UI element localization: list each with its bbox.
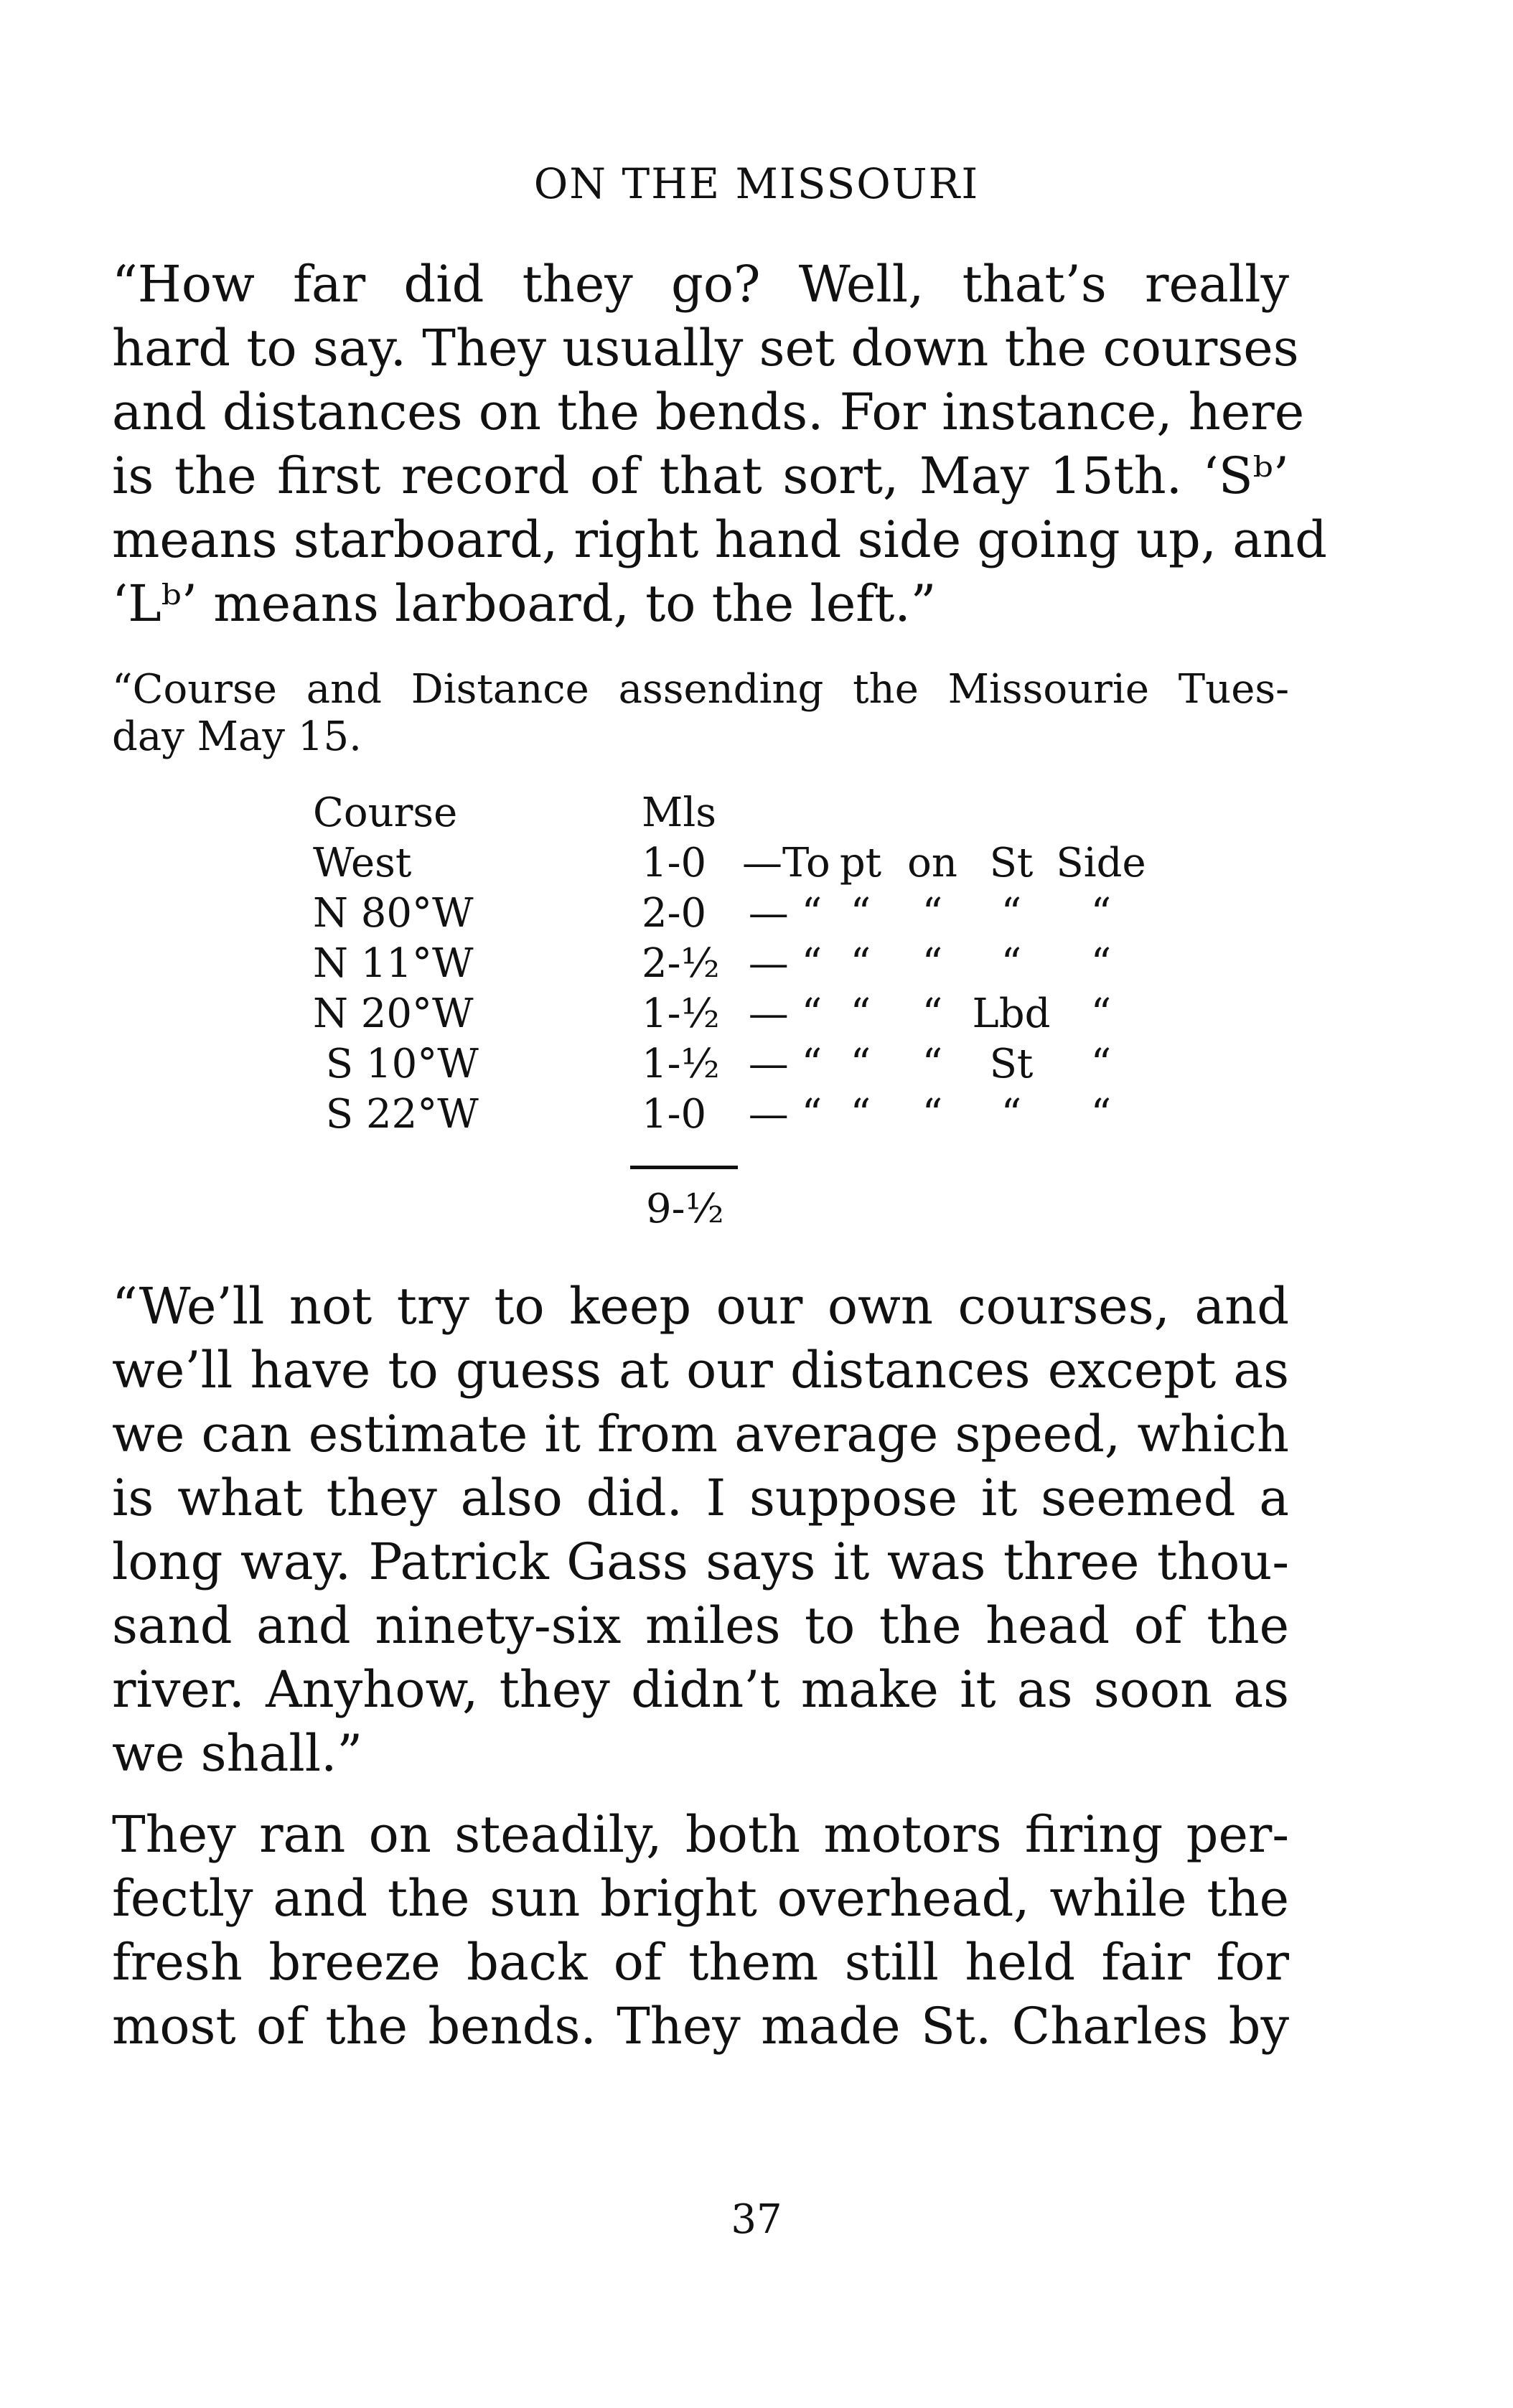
description-part: St — [989, 1041, 1034, 1087]
description-part: — “ — [748, 1091, 823, 1138]
table-header-row — [313, 788, 1151, 838]
text-line: They ran on steadily, both motors firing per- — [112, 1805, 1289, 1864]
table-row — [313, 889, 1151, 939]
description-part: “ — [850, 940, 871, 987]
text-line: sand and ninety-six miles to the head of the — [112, 1596, 1289, 1655]
description-part: St — [989, 840, 1034, 886]
miles-cell: 2-0 — [642, 890, 707, 937]
course-distance-table — [313, 788, 1151, 1140]
paragraph-2 — [112, 1275, 1289, 1786]
table-body — [313, 838, 1151, 1140]
text-line: “How far did they go? Well, that’s really — [112, 255, 1289, 314]
course-cell: S 22°W — [313, 1091, 479, 1138]
description-part: — “ — [748, 1041, 823, 1087]
total-rule — [630, 1166, 738, 1169]
description-part: “ — [922, 890, 943, 937]
text-line: ‘Lᵇ’ means larboard, to the left.” — [112, 574, 937, 633]
description-part: pt — [839, 840, 882, 886]
description-part: — “ — [748, 940, 823, 987]
table-row — [313, 1090, 1151, 1140]
description-part: Lbd — [972, 990, 1051, 1037]
description-part: “ — [1090, 1041, 1112, 1087]
description-part: “ — [1001, 890, 1022, 937]
course-cell: S 10°W — [313, 1041, 479, 1087]
total-miles: 9-½ — [646, 1186, 724, 1232]
description-part: —To — [742, 840, 830, 886]
description-part: “ — [850, 990, 871, 1037]
description-cell — [742, 838, 1151, 889]
course-cell: N 11°W — [313, 940, 474, 987]
page-number: 37 — [731, 2196, 782, 2243]
table-row — [313, 1039, 1151, 1090]
description-part: “ — [922, 1091, 943, 1138]
description-part: “ — [922, 1041, 943, 1087]
description-cell — [742, 989, 1151, 1039]
course-cell: N 80°W — [313, 890, 474, 937]
text-line: and distances on the bends. For instance, here — [112, 383, 1305, 441]
text-line: we’ll have to guess at our distances except as — [112, 1341, 1289, 1400]
description-part: “ — [922, 990, 943, 1037]
description-part: “ — [1090, 940, 1112, 987]
description-part: “ — [922, 940, 943, 987]
miles-cell: 2-½ — [642, 940, 720, 987]
description-part: “ — [1001, 1091, 1022, 1138]
column-header-course: Course — [313, 790, 458, 836]
text-line: fectly and the sun bright overhead, while the — [112, 1869, 1289, 1928]
miles-cell: 1-½ — [642, 1041, 720, 1087]
description-part: on — [907, 840, 957, 886]
description-cell — [742, 1090, 1151, 1140]
text-line: fresh breeze back of them still held fair for — [112, 1933, 1289, 1992]
table-row — [313, 989, 1151, 1039]
description-part: “ — [1001, 940, 1022, 987]
description-part: — “ — [748, 990, 823, 1037]
paragraph-1 — [112, 253, 1327, 636]
text-line: most of the bends. They made St. Charles by — [112, 1997, 1289, 2056]
journal-quote-intro — [112, 666, 1289, 761]
paragraph-3 — [112, 1803, 1289, 2058]
description-part: “ — [850, 1091, 871, 1138]
running-head: ON THE MISSOURI — [533, 159, 980, 208]
column-header-miles: Mls — [642, 790, 716, 836]
miles-cell: 1-0 — [642, 1091, 707, 1138]
miles-cell: 1-½ — [642, 990, 720, 1037]
text-line: means starboard, right hand side going up, and — [112, 510, 1327, 569]
text-line: “Course and Distance assending the Missourie Tues- — [112, 666, 1289, 713]
text-line: we shall.” — [112, 1724, 363, 1783]
description-part: — “ — [748, 890, 823, 937]
description-cell — [742, 939, 1151, 989]
text-line: river. Anyhow, they didn’t make it as soon as — [112, 1660, 1289, 1719]
text-line: long way. Patrick Gass says it was three thou- — [112, 1532, 1289, 1591]
description-part: “ — [850, 1041, 871, 1087]
description-part: “ — [1090, 1091, 1112, 1138]
description-part: “ — [1090, 890, 1112, 937]
text-line: is what they also did. I suppose it seemed a — [112, 1468, 1289, 1527]
miles-cell: 1-0 — [642, 840, 707, 886]
description-part: “ — [850, 890, 871, 937]
description-part: Side — [1056, 840, 1146, 886]
text-line: is the first record of that sort, May 15th. ‘Sᵇ’ — [112, 446, 1289, 505]
text-line: hard to say. They usually set down the courses — [112, 319, 1299, 378]
description-part: “ — [1090, 990, 1112, 1037]
description-cell — [742, 889, 1151, 939]
table-row — [313, 838, 1151, 889]
course-cell: West — [313, 840, 412, 886]
table-row — [313, 939, 1151, 989]
text-line: we can estimate it from average speed, which — [112, 1405, 1289, 1463]
text-line: day May 15. — [112, 713, 362, 760]
course-cell: N 20°W — [313, 990, 474, 1037]
text-line: “We’ll not try to keep our own courses, and — [112, 1277, 1289, 1336]
description-cell — [742, 1039, 1151, 1090]
